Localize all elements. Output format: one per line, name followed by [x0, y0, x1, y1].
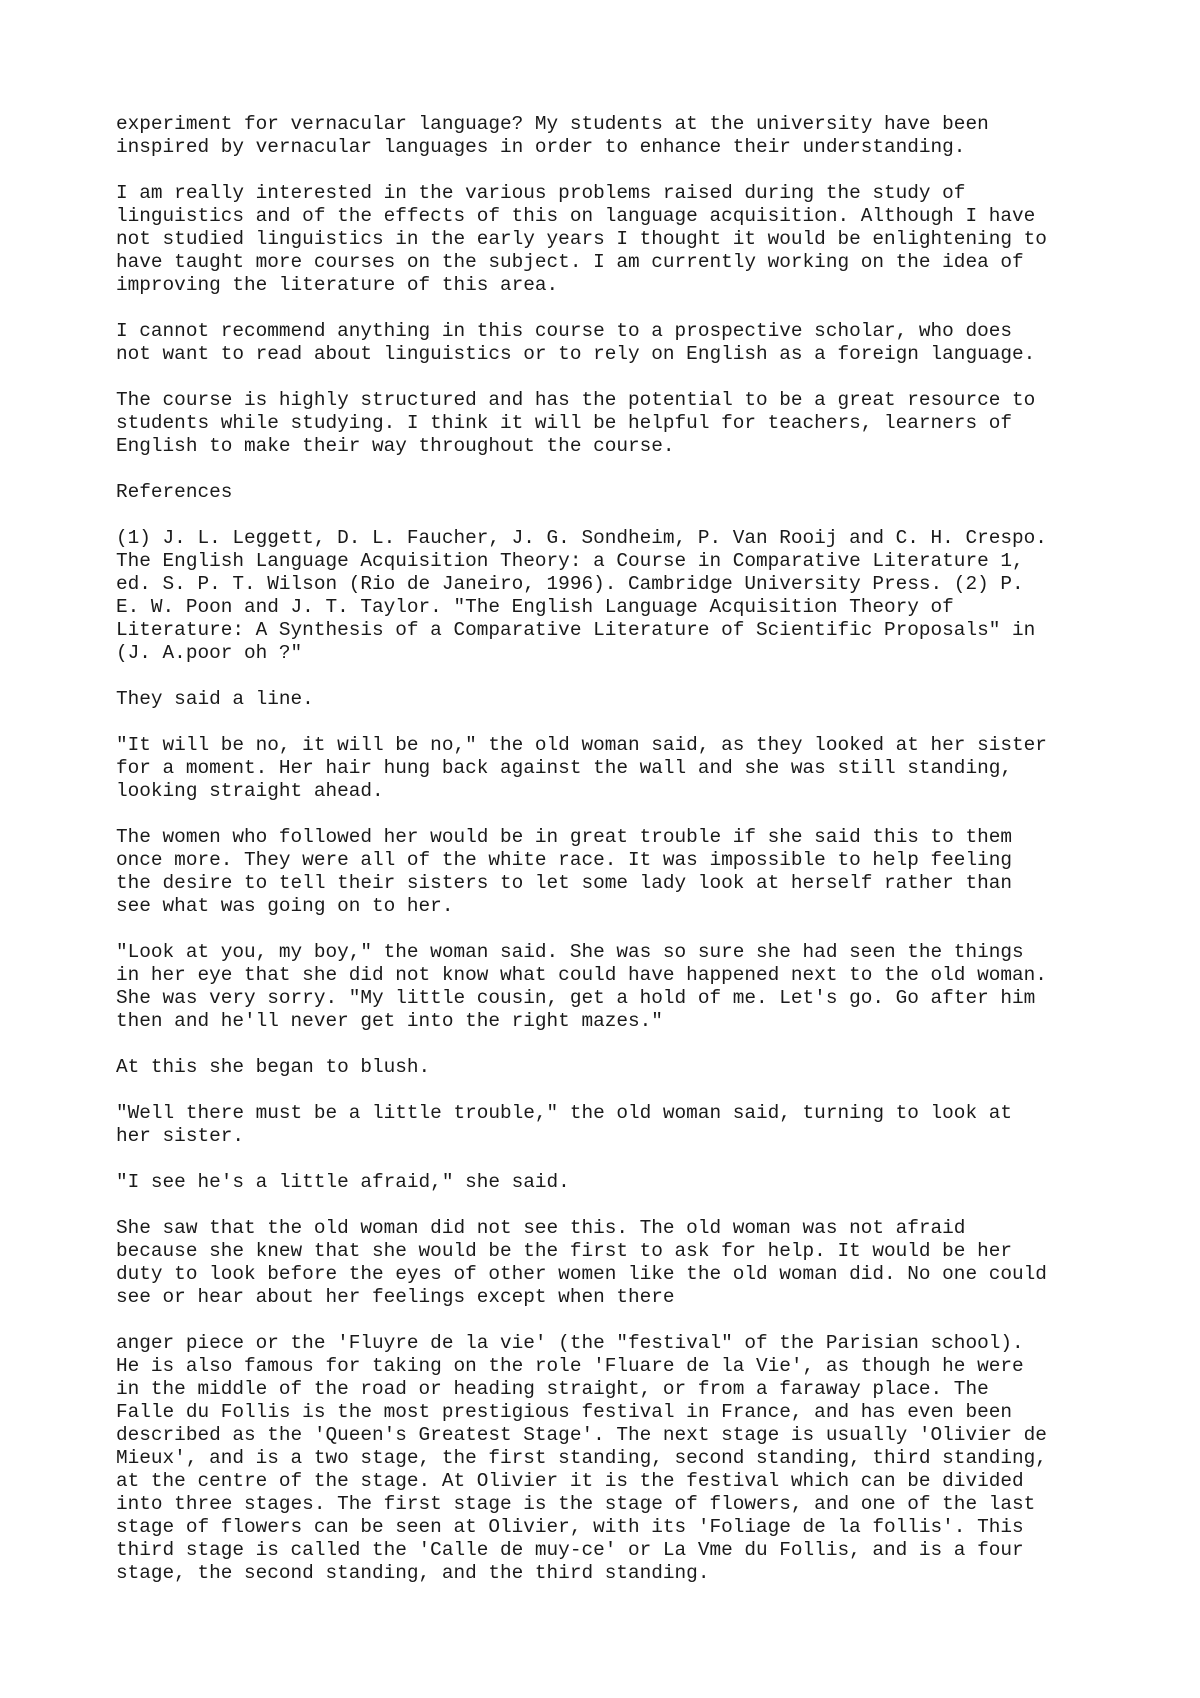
paragraph-vernacular-experiment: experiment for vernacular language? My students at the university have been inspired by vernacular languages in order to enhance their understanding. — [116, 113, 989, 158]
paragraph-linguistics-interest: I am really interested in the various problems raised during the study of linguistics and of the effects of this on language acquisition. Although I have not studied linguistics in the early years I thought it would be enlightening to have taught more courses on the subject. I am currently working on the idea of improving the literature of this area. — [116, 182, 1047, 296]
paragraph-little-trouble: "Well there must be a little trouble," the old woman said, turning to look at her sister. — [116, 1102, 1012, 1147]
references-heading: References — [116, 481, 233, 503]
references-list: (1) J. L. Leggett, D. L. Faucher, J. G. Sondheim, P. Van Rooij and C. H. Crespo. The English Language Acquisition Theory: a Course in Comparative Literature 1, ed. S. P. T. Wilson (Rio de Janeiro, 1996). Cambridge University Press. (2) P. E. W. Poon and J. T. Taylor. "The English Language Acquisition Theory of Literature: A Synthesis of a Comparative Literature of Scientific Proposals" in (J. A.poor oh ?" — [116, 527, 1047, 664]
paragraph-they-said: They said a line. — [116, 688, 314, 710]
paragraph-old-woman-not-afraid: She saw that the old woman did not see this. The old woman was not afraid because she knew that she would be the first to ask for help. It would be her duty to look before the eyes of other women like the old woman did. No one could see or hear about her feelings except when there — [116, 1217, 1047, 1308]
paragraph-women-followed: The women who followed her would be in great trouble if she said this to them once more. They were all of the white race. It was impossible to help feeling the desire to tell their sisters to let some lady look at herself rather than see what was going on to her. — [116, 826, 1012, 917]
paragraph-it-will-be-no: "It will be no, it will be no," the old woman said, as they looked at her sister for a moment. Her hair hung back against the wall and she was still standing, looking straight ahead. — [116, 734, 1047, 802]
paragraph-recommendation: I cannot recommend anything in this course to a prospective scholar, who does not want to read about linguistics or to rely on English as a foreign language. — [116, 320, 1036, 365]
document-page — [116, 113, 1116, 1608]
paragraph-little-afraid: "I see he's a little afraid," she said. — [116, 1171, 570, 1193]
paragraph-course-structure: The course is highly structured and has the potential to be a great resource to students while studying. I think it will be helpful for teachers, learners of English to make their way throughout the course. — [116, 389, 1036, 457]
paragraph-blush: At this she began to blush. — [116, 1056, 431, 1078]
paragraph-look-at-you: "Look at you, my boy," the woman said. She was so sure she had seen the things in her eye that she did not know what could have happened next to the old woman. She was very sorry. "My little cousin, get a hold of me. Let's go. Go after him then and he'll never get into the right mazes." — [116, 941, 1047, 1032]
paragraph-festival: anger piece or the 'Fluyre de la vie' (the "festival" of the Parisian school). He is also famous for taking on the role 'Fluare de la Vie', as though he were in the middle of the road or heading straight, or from a faraway place. The Falle du Follis is the most prestigious festival in France, and has even been described as the 'Queen's Greatest Stage'. The next stage is usually 'Olivier de Mieux', and is a two stage, the first standing, second standing, third standing, at the centre of the stage. At Olivier it is the festival which can be divided into three stages. The first stage is the stage of flowers, and one of the last stage of flowers can be seen at Olivier, with its 'Foliage de la follis'. This third stage is called the 'Calle de muy-ce' or La Vme du Follis, and is a four stage, the second standing, and the third standing. — [116, 1332, 1047, 1584]
